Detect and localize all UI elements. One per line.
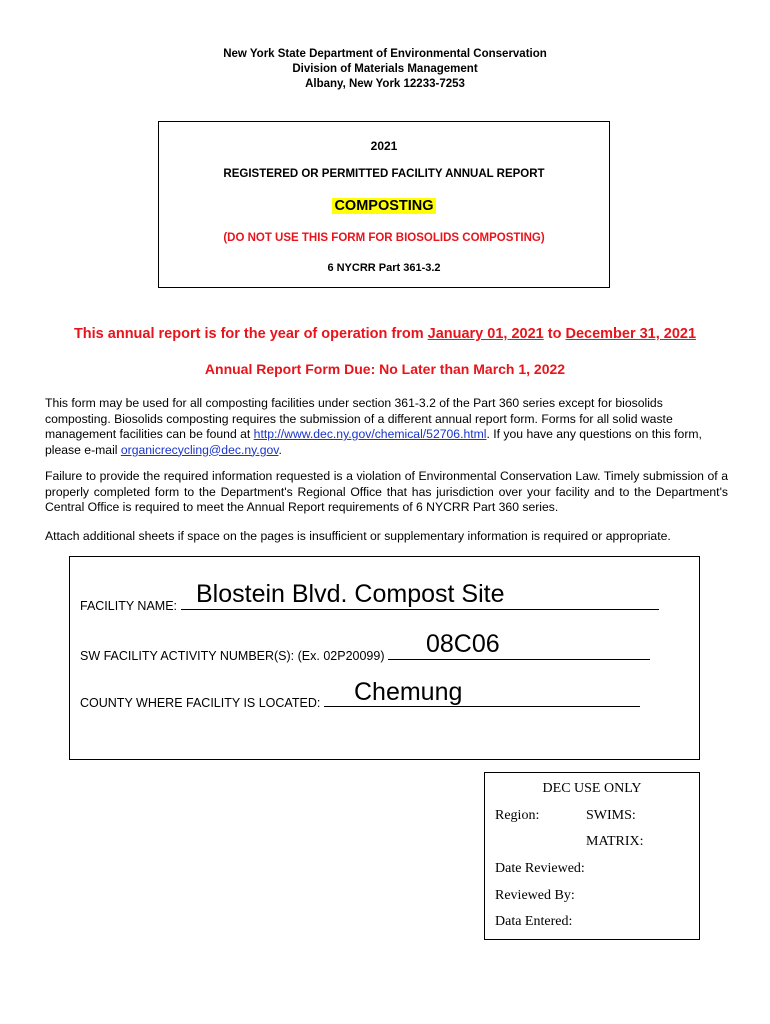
intro-text-1: This form may be used for all composting facilities under section 361-3.2 of the Part 360 series except for biosolids composting. Biosolids composting requires the submission of a different annual report form. Forms for all solid waste management facilities can be found at	[45, 396, 673, 441]
dec-use-box	[484, 772, 700, 940]
facility-info-box	[69, 556, 700, 760]
forms-link[interactable]: http://www.dec.ny.gov/chemical/52706.html	[253, 427, 487, 441]
attach-paragraph: Attach additional sheets if space on the pages is insufficient or supplementary information is required or appropriate.	[45, 529, 671, 543]
intro-text-2: . If you have any questions on this form, please e-mail	[45, 427, 702, 457]
swims-label: SWIMS:	[586, 808, 636, 823]
regulation-reference: 6 NYCRR Part 361-3.2	[327, 262, 441, 274]
title-box	[158, 121, 610, 288]
header-line-1: New York State Department of Environmental Conservation	[223, 48, 547, 60]
report-title: REGISTERED OR PERMITTED FACILITY ANNUAL REPORT	[223, 168, 545, 180]
county-value: Chemung	[354, 678, 463, 706]
dec-use-title: DEC USE ONLY	[542, 781, 642, 796]
period-end: December 31, 2021	[565, 326, 697, 342]
report-type-highlight: COMPOSTING	[334, 198, 434, 214]
intro-text-3: .	[278, 442, 282, 457]
email-link[interactable]: organicrecycling@dec.ny.gov	[120, 442, 279, 457]
facility-name-value: Blostein Blvd. Compost Site	[196, 580, 505, 608]
intro-paragraph	[45, 396, 728, 458]
matrix-label: MATRIX:	[586, 834, 644, 849]
activity-number-row	[80, 649, 650, 663]
county-label: COUNTY WHERE FACILITY IS LOCATED:	[80, 696, 321, 710]
reviewed-by-label: Reviewed By:	[495, 888, 575, 903]
report-year: 2021	[370, 139, 398, 153]
operation-period	[0, 326, 770, 342]
report-type	[159, 198, 609, 214]
region-label: Region:	[495, 808, 540, 823]
activity-number-value: 08C06	[426, 630, 500, 658]
data-entered-label: Data Entered:	[495, 914, 573, 929]
period-start: January 01, 2021	[427, 326, 544, 342]
period-prefix: This annual report is for the year of operation from	[73, 326, 428, 342]
date-reviewed-label: Date Reviewed:	[495, 861, 585, 876]
biosolids-warning: (DO NOT USE THIS FORM FOR BIOSOLIDS COMPOSTING)	[223, 232, 545, 244]
failure-paragraph: Failure to provide the required information requested is a violation of Environmental Conservation Law. Timely submission of a properly completed form to the Department's Regional Office that has jurisdiction over your facility and to the Department's Central Office is required to meet the Annual Report requirements of 6 NYCRR Part 360 series.	[45, 469, 728, 514]
header-line-3: Albany, New York 12233-7253	[305, 78, 465, 90]
activity-number-label: SW FACILITY ACTIVITY NUMBER(S): (Ex. 02P20099)	[80, 649, 385, 663]
facility-name-label: FACILITY NAME:	[80, 599, 178, 613]
header-line-2: Division of Materials Management	[292, 63, 478, 75]
due-date: Annual Report Form Due: No Later than March 1, 2022	[204, 361, 566, 377]
period-middle: to	[543, 326, 566, 342]
